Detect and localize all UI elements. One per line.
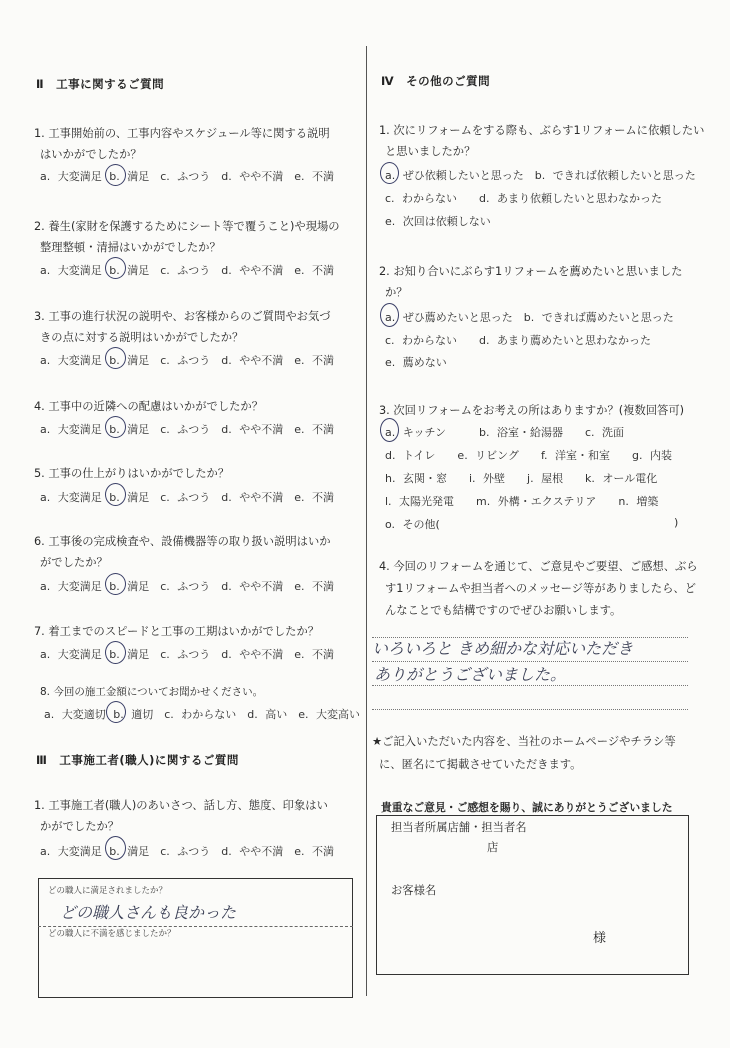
comment-handwriting-line2: ありがとうございました。 [374,665,567,684]
right-q3-line1: 3. 次回リフォームをお考えの所はありますか？(複数回答可) [379,404,685,417]
left-q4-options: a. 大変満足 b. 満足 c. ふつう d. やや不満 e. 不満 [40,423,334,436]
right-q4-line3: んなことでも結構ですのでぜひお願いします。 [385,604,622,617]
right-q2-opt1: a. ぜひ薦めたいと思った b. できれば薦めたいと思った [385,311,674,324]
store-suffix: 店 [487,841,499,854]
left-q6-line2: がでしたか？ [40,556,108,569]
left-q2-line2: 整理整頓・清掃はいかがでしたか？ [40,241,221,254]
answer-circle-a [380,162,399,184]
notice-line1: ★ご記入いただいた内容を、当社のホームページやチラシ等 [372,735,676,748]
honorific-sama: 様 [593,931,607,946]
craftsman-satisfied-label: どの職人に満足されましたか？ [48,886,168,896]
left-q3-options: a. 大変満足 b. 満足 c. ふつう d. やや不満 e. 不満 [40,354,334,367]
right-q2-line2: か？ [385,286,408,299]
answer-circle-b [105,483,126,506]
column-divider [366,46,367,996]
craftsman-dissatisfied-label: どの職人に不満を感じましたか？ [48,929,176,939]
answer-circle-b [105,347,126,369]
left-q5-line1: 5. 工事の仕上がりはいかがでしたか？ [34,467,230,480]
staff-label: 担当者所属店舗・担当者名 [391,821,527,834]
right-q3-row3: h. 玄関・窓 i. 外壁 j. 屋根 k. オール電化 [385,472,658,485]
answer-circle-b [105,257,126,279]
right-q2-opt3: e. 薦めない [385,356,447,369]
notice-line2: に、匿名にて掲載させていただきます。 [379,758,582,771]
right-q1-line2: と思いましたか？ [385,145,476,158]
right-q3-row5-end: ) [674,516,679,529]
left-q1-line1: 1. 工事開始前の、工事内容やスケジュール等に関する説明 [34,127,330,140]
right-q1-line1: 1. 次にリフォームをする際も、ぶらす1リフォームに依頼したい [379,124,705,137]
left-q9-line2: かがでしたか？ [40,820,120,833]
answer-circle-b [105,641,126,664]
answer-circle-a [380,418,399,442]
section-3-title: Ⅲ 工事施工者(職人)に関するご質問 [36,753,239,767]
right-q4-line1: 4. 今回のリフォームを通じて、ご意見やご要望、ご感想、ぶら [379,560,698,573]
left-q7-line1: 7. 着工までのスピードと工事の工期はいかがでしたか？ [34,625,320,638]
left-q3-line2: きの点に対する説明はいかがでしたか？ [40,331,244,344]
answer-circle-b [105,164,126,186]
left-q1-line2: はいかがでしたか？ [40,148,142,161]
right-q2-line1: 2. お知り合いにぶらす1リフォームを薦めたいと思いました [379,265,683,278]
customer-label: お客様名 [391,884,437,897]
answer-circle-b [105,416,126,438]
left-q9-options: a. 大変満足 b. 満足 c. ふつう d. やや不満 e. 不満 [40,845,334,858]
left-q6-options: a. 大変満足 b. 満足 c. ふつう d. やや不満 e. 不満 [40,580,334,593]
section-4-title: Ⅳ その他のご質問 [381,74,491,88]
section-2-title: Ⅱ 工事に関するご質問 [36,77,165,91]
right-q3-row5: o. その他( [385,518,440,531]
left-q7-options: a. 大変満足 b. 満足 c. ふつう d. やや不満 e. 不満 [40,648,334,661]
right-q2-opt2: c. わからない d. あまり薦めたいと思わなかった [385,334,652,347]
left-q8-line1: 8. 今回の施工金額についてお聞かせください。 [40,686,264,698]
craftsman-satisfied-handwriting: どの職人さんも良かった [60,903,237,922]
right-q3-row4: l. 太陽光発電 m. 外構・エクステリア n. 増築 [385,495,659,508]
left-q3-line1: 3. 工事の進行状況の説明や、お客様からのご質問やお気づ [34,310,331,323]
answer-line [372,685,688,686]
right-q3-row1: a. キッチン b. 浴室・給湯器 c. 洗面 [385,426,624,439]
comment-handwriting-line1: いろいろと きめ細かな対応いただき [372,639,634,658]
left-q5-options: a. 大変満足 b. 満足 c. ふつう d. やや不満 e. 不満 [40,491,334,504]
answer-circle-b [106,701,126,723]
left-q2-line1: 2. 養生(家財を保護するためにシート等で覆うこと)や現場の [34,220,340,233]
right-q1-opt2: c. わからない d. あまり依頼したいと思わなかった [385,192,663,205]
right-q4-line2: す1リフォームや担当者へのメッセージ等がありましたら、ど [385,582,696,595]
left-q8-options: a. 大変適切 b. 適切 c. わからない d. 高い e. 大変高い [44,708,360,721]
left-q9-line1: 1. 工事施工者(職人)のあいさつ、話し方、態度、印象はい [34,799,328,812]
thanks-message: 貴重なご意見・ご感想を賜り、誠にありがとうございました [381,801,673,814]
right-q1-opt1: a. ぜひ依頼したいと思った b. できれば依頼したいと思った [385,169,696,182]
right-q3-row2: d. トイレ e. リビング f. 洋室・和室 g. 内装 [385,449,673,462]
left-q4-line1: 4. 工事中の近隣への配慮はいかがでしたか？ [34,400,264,413]
left-q2-options: a. 大変満足 b. 満足 c. ふつう d. やや不満 e. 不満 [40,264,334,277]
left-q1-options: a. 大変満足 b. 満足 c. ふつう d. やや不満 e. 不満 [40,170,334,183]
answer-line [372,709,688,710]
answer-circle-b [105,573,126,595]
answer-circle-a [380,303,399,327]
answer-circle-b [105,836,126,860]
left-q6-line1: 6. 工事後の完成検査や、設備機器等の取り扱い説明はいか [34,535,331,548]
right-q1-opt3: e. 次回は依頼しない [385,215,491,228]
